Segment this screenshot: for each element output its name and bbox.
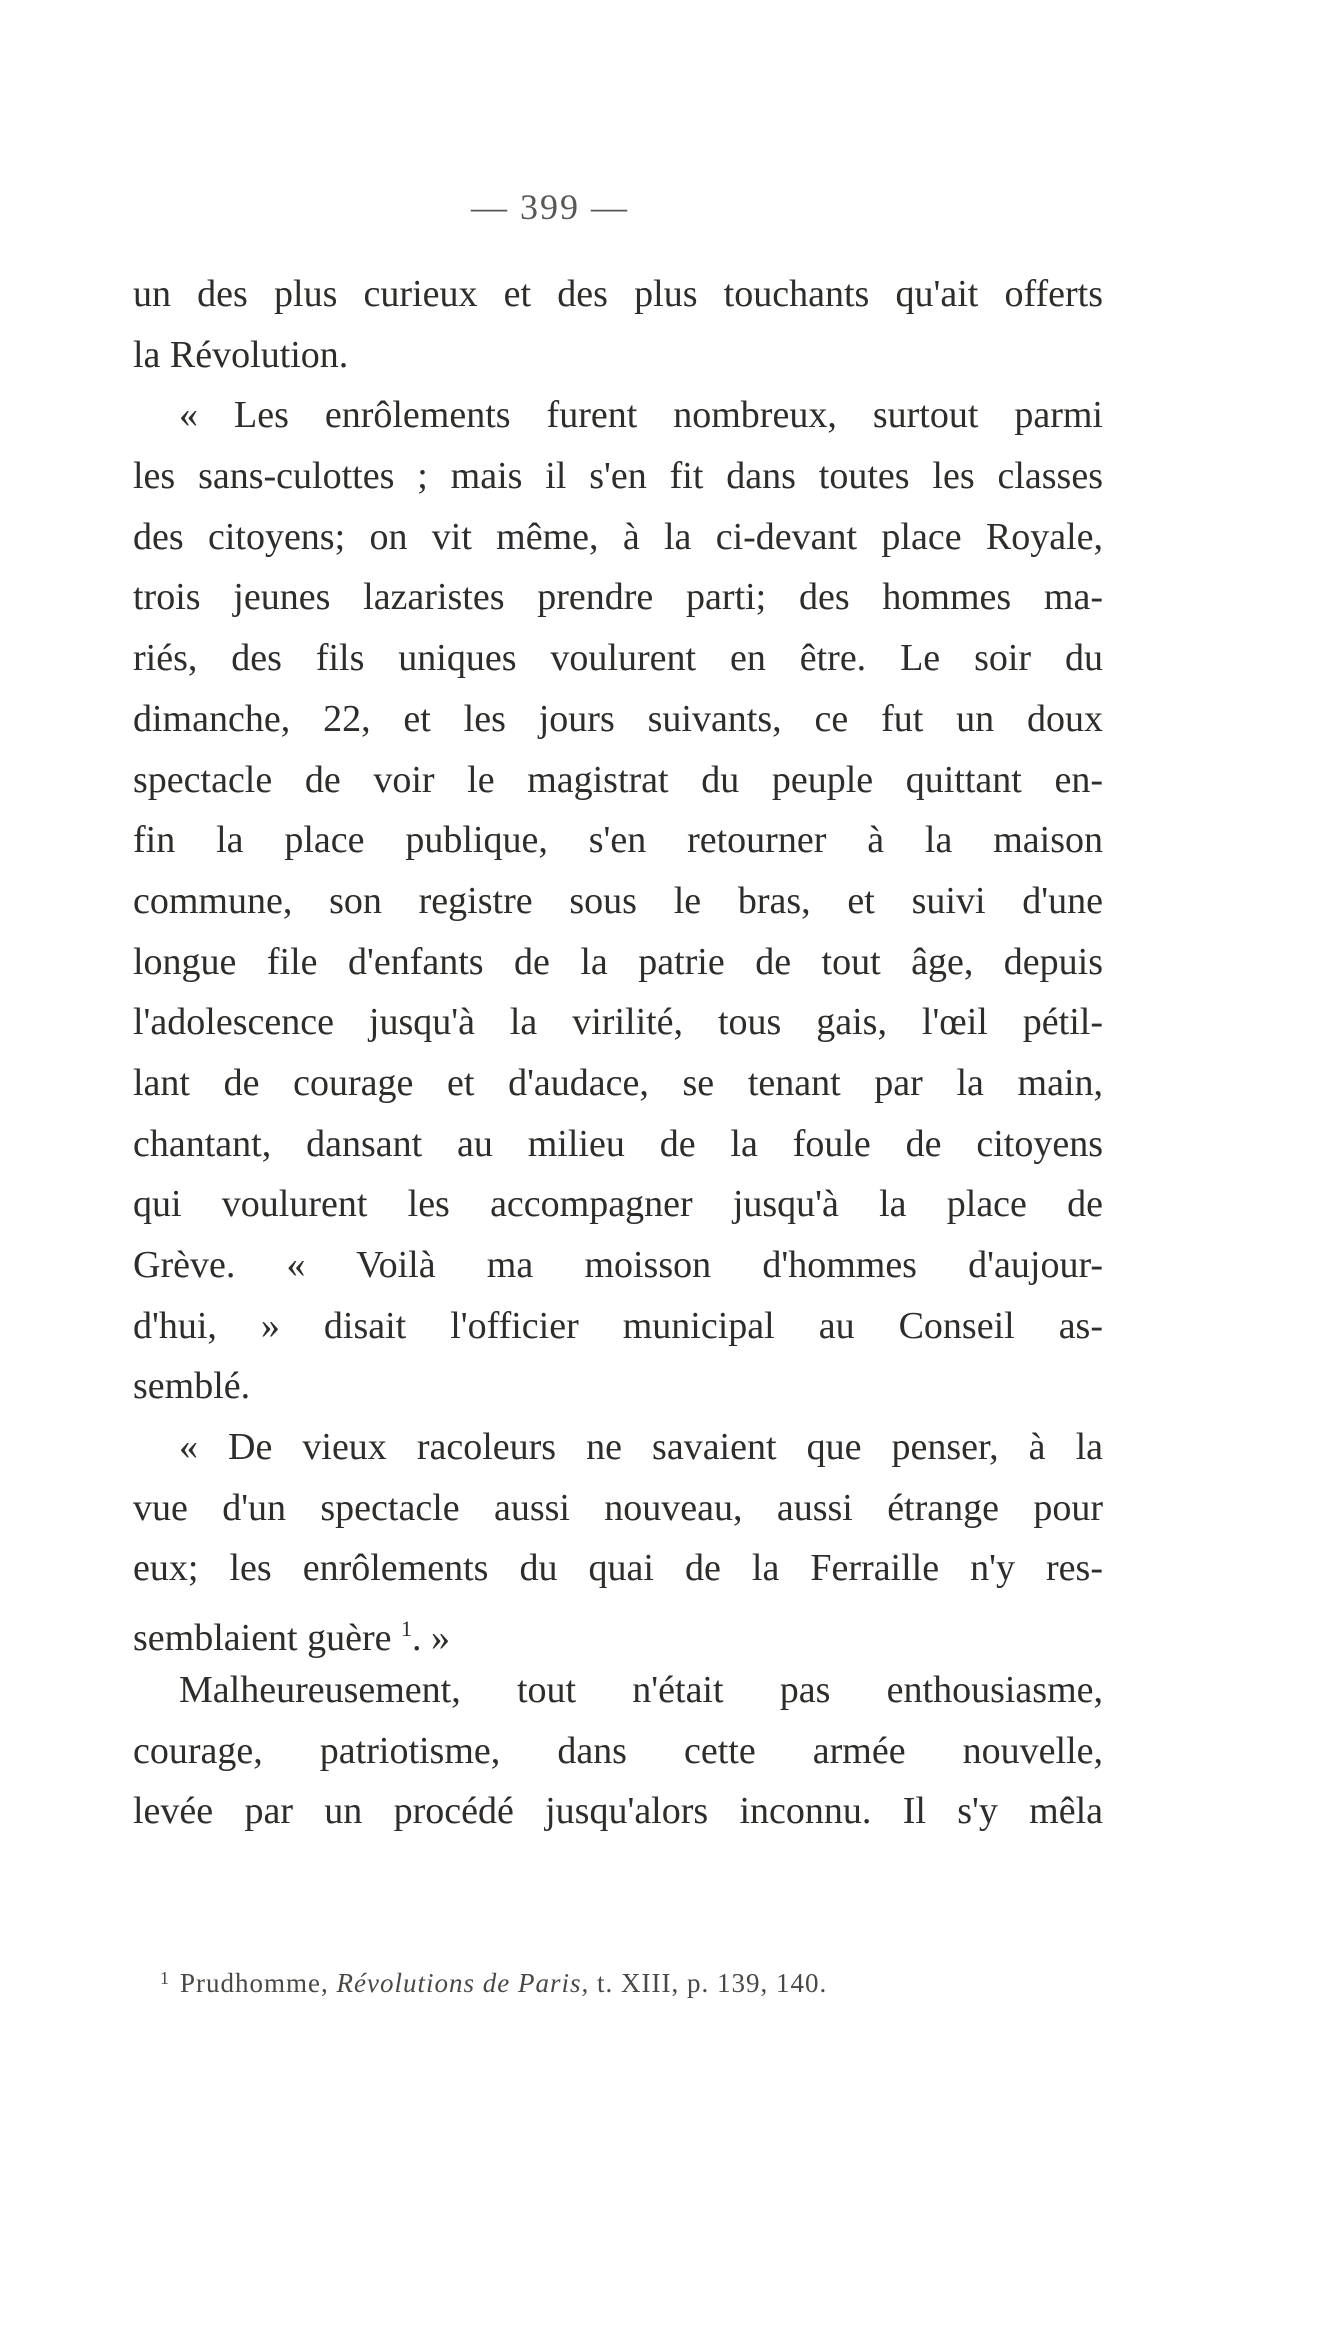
text-line: longue file d'enfants de la patrie de tout âge, depuis [133, 940, 1103, 983]
text-line: « Les enrôlements furent nombreux, surtout parmi [179, 394, 1103, 437]
text-line: Malheureusement, tout n'était pas enthousiasme, [179, 1668, 1103, 1711]
footnote-reference: 1 [401, 1616, 413, 1642]
text-line: vue d'un spectacle aussi nouveau, aussi étrange pour [133, 1486, 1103, 1529]
footnote-title: Révolutions de Paris, [336, 1968, 590, 1998]
text-line: fin la place publique, s'en retourner à la maison [133, 819, 1103, 862]
text-line: dimanche, 22, et les jours suivants, ce fut un doux [133, 697, 1103, 740]
text-line: l'adolescence jusqu'à la virilité, tous gais, l'œil pétil- [133, 1001, 1103, 1044]
text-line: levée par un procédé jusqu'alors inconnu. Il s'y mêla [133, 1790, 1103, 1833]
text-line: qui voulurent les accompagner jusqu'à la place de [133, 1183, 1103, 1226]
text-line: lant de courage et d'audace, se tenant par la main, [133, 1061, 1103, 1104]
text-line: un des plus curieux et des plus touchants qu'ait offerts [133, 273, 1103, 315]
text-line: eux; les enrôlements du quai de la Ferraille n'y res- [133, 1547, 1103, 1590]
text-line: commune, son registre sous le bras, et suivi d'une [133, 879, 1103, 922]
text-fragment: . » [412, 1617, 451, 1660]
footnote-number: 1 [160, 1968, 170, 1988]
text-line: chantant, dansant au milieu de la foule de citoyens [133, 1122, 1103, 1165]
text-line: les sans-culottes ; mais il s'en fit dans toutes les classes [133, 455, 1103, 498]
text-line: spectacle de voir le magistrat du peuple quittant en- [133, 758, 1103, 801]
body-text [133, 264, 1103, 1842]
text-line: courage, patriotisme, dans cette armée nouvelle, [133, 1729, 1103, 1772]
footnote [160, 1968, 827, 1999]
text-line: des citoyens; on vit même, à la ci-devant place Royale, [133, 515, 1103, 558]
text-line: la Révolution. [133, 333, 349, 376]
footnote-author: Prudhomme, [180, 1968, 329, 1998]
text-line: d'hui, » disait l'officier municipal au Conseil as- [133, 1304, 1103, 1347]
page-number: — 399 — [471, 187, 629, 227]
text-line: semblé. [133, 1365, 251, 1408]
text-line-with-footnote-ref [133, 1599, 1103, 1660]
text-line: Grève. « Voilà ma moisson d'hommes d'aujour- [133, 1244, 1103, 1286]
text-fragment: semblaient guère [133, 1617, 392, 1660]
text-line: riés, des fils uniques voulurent en être. Le soir du [133, 637, 1103, 680]
text-line: trois jeunes lazaristes prendre parti; des hommes ma- [133, 576, 1103, 619]
footnote-reference-text: t. XIII, p. 139, 140. [596, 1968, 828, 1998]
text-line: « De vieux racoleurs ne savaient que penser, à la [179, 1426, 1103, 1469]
